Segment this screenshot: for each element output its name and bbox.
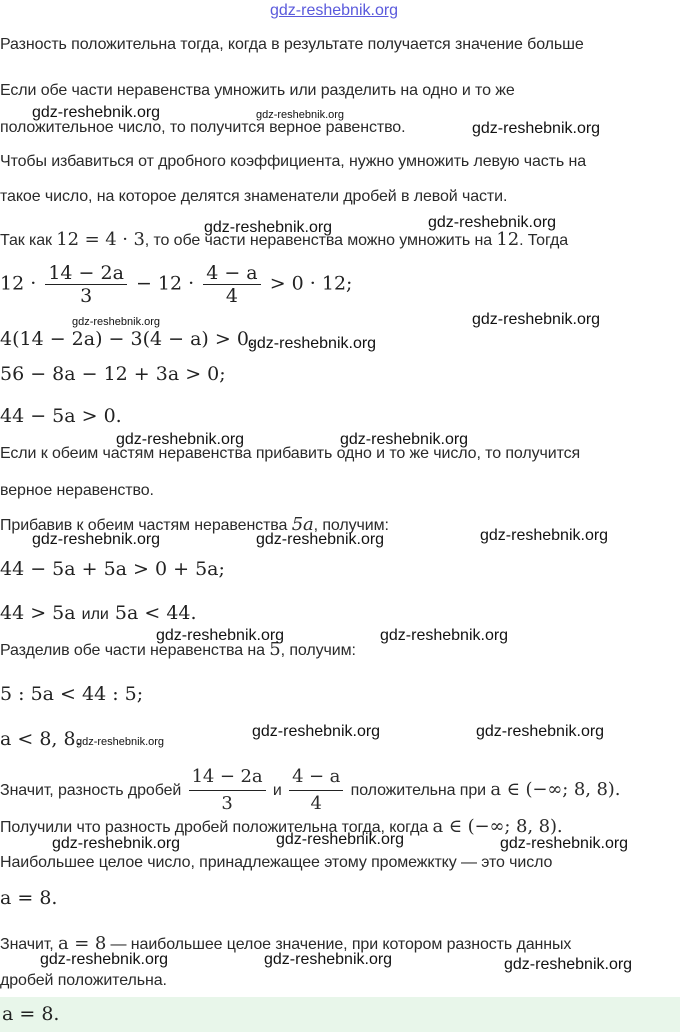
math-line-6-or: или bbox=[81, 606, 109, 623]
text-line-4-b: , то обе части неравенства можно умножить на bbox=[144, 232, 497, 249]
math-line-6-a: 44 > 5a bbox=[0, 602, 76, 624]
site-watermark: gdz-reshebnik.org bbox=[72, 316, 161, 328]
text-line-11-b: — наибольшее целое значение, при котором разность данных bbox=[106, 936, 572, 953]
math-line-1-end: > 0 · 12; bbox=[269, 272, 353, 295]
text-line-4-a: Так как bbox=[0, 232, 57, 249]
math-line-6 bbox=[0, 602, 197, 624]
text-line-6-b: , получим: bbox=[313, 517, 389, 534]
site-watermark: gdz-reshebnik.org bbox=[252, 723, 381, 740]
math-line-1-coef: 12 · bbox=[0, 272, 37, 295]
site-watermark: gdz-reshebnik.org bbox=[116, 431, 245, 448]
fraction-2 bbox=[203, 262, 260, 307]
text-line-11c: дробей положительна. bbox=[0, 972, 167, 989]
site-watermark: gdz-reshebnik.org bbox=[256, 109, 345, 121]
site-watermark-header[interactable]: gdz-reshebnik.org bbox=[270, 2, 399, 19]
math-inline-interval-2: a ∈ (−∞; 8, 8). bbox=[432, 816, 563, 837]
math-line-1-mid: − 12 · bbox=[135, 272, 195, 295]
site-watermark: gdz-reshebnik.org bbox=[52, 835, 181, 852]
math-line-4: 44 − 5a > 0. bbox=[0, 405, 122, 427]
site-watermark: gdz-reshebnik.org bbox=[32, 104, 161, 121]
site-watermark: gdz-reshebnik.org bbox=[276, 831, 405, 848]
answer-value: a = 8. bbox=[2, 1003, 60, 1025]
text-line-8-b: положительна при bbox=[350, 782, 486, 799]
text-line-2a: Если обе части неравенства умножить или разделить на одно и то же bbox=[0, 82, 515, 99]
math-inline-5a: 5a bbox=[291, 514, 314, 535]
text-line-9-a: Получили что разность дробей положительна тогда, когда bbox=[0, 819, 433, 836]
fraction-1-numerator: 14 − 2a bbox=[48, 262, 124, 284]
math-inline-interval-1: a ∈ (−∞; 8, 8). bbox=[490, 779, 621, 800]
site-watermark: gdz-reshebnik.org bbox=[380, 627, 509, 644]
site-watermark: gdz-reshebnik.org bbox=[204, 219, 333, 236]
text-line-2b: положительное число, то получится верное равенство. bbox=[0, 119, 406, 136]
math-line-5: 44 − 5a + 5a > 0 + 5a; bbox=[0, 558, 225, 580]
text-line-3a: Чтобы избавиться от дробного коэффициента, нужно умножить левую часть на bbox=[0, 153, 587, 170]
fraction-3-denominator: 3 bbox=[189, 790, 266, 817]
site-watermark: gdz-reshebnik.org bbox=[340, 431, 469, 448]
math-line-2: 4(14 − 2a) − 3(4 − a) > 0. bbox=[0, 328, 255, 350]
fraction-1-denominator: 3 bbox=[45, 284, 127, 307]
text-line-4-c: . Тогда bbox=[519, 232, 569, 249]
fraction-3 bbox=[189, 764, 266, 817]
site-watermark: gdz-reshebnik.org bbox=[500, 835, 629, 852]
fraction-4-denominator: 4 bbox=[289, 790, 343, 817]
site-watermark: gdz-reshebnik.org bbox=[156, 627, 285, 644]
math-inline-5: 5 bbox=[269, 639, 281, 660]
math-line-6-b: 5a < 44. bbox=[114, 602, 197, 624]
fraction-2-denominator: 4 bbox=[203, 284, 260, 307]
site-watermark: gdz-reshebnik.org bbox=[248, 335, 377, 352]
text-line-3b: такое число, на которое делятся знаменатели дробей в левой части. bbox=[0, 188, 508, 205]
text-line-11-a: Значит, bbox=[0, 936, 58, 953]
fraction-4-numerator: 4 − a bbox=[292, 766, 341, 788]
fraction-1 bbox=[45, 262, 127, 307]
answer-box bbox=[0, 997, 680, 1032]
math-line-1 bbox=[0, 262, 352, 307]
site-watermark: gdz-reshebnik.org bbox=[32, 531, 161, 548]
site-watermark: gdz-reshebnik.org bbox=[472, 120, 601, 137]
text-line-8-a: Значит, разность дробей bbox=[0, 782, 182, 799]
site-watermark: gdz-reshebnik.org bbox=[76, 736, 165, 748]
text-line-10: Наибольшее целое число, принадлежащее этому промежктку — это число bbox=[0, 854, 553, 871]
site-watermark: gdz-reshebnik.org bbox=[256, 531, 385, 548]
math-line-8: a < 8, 8. bbox=[0, 728, 82, 750]
math-inline-12-eq: 12 = 4 · 3 bbox=[56, 229, 145, 250]
site-watermark: gdz-reshebnik.org bbox=[504, 956, 633, 973]
site-watermark: gdz-reshebnik.org bbox=[264, 951, 393, 968]
math-line-9: a = 8. bbox=[0, 887, 58, 909]
site-watermark: gdz-reshebnik.org bbox=[428, 214, 557, 231]
math-inline-a-eq-8: a = 8 bbox=[57, 933, 107, 954]
text-line-6-a: Прибавив к обеим частям неравенства bbox=[0, 517, 292, 534]
text-line-8 bbox=[0, 762, 620, 818]
fraction-3-numerator: 14 − 2a bbox=[191, 766, 263, 788]
text-line-1: Разность положительна тогда, когда в результате получается значение больше bbox=[0, 36, 584, 53]
site-watermark: gdz-reshebnik.org bbox=[472, 311, 601, 328]
text-line-8-and: и bbox=[272, 782, 282, 799]
fraction-2-numerator: 4 − a bbox=[206, 262, 258, 284]
math-line-7: 5 : 5a < 44 : 5; bbox=[0, 683, 144, 705]
site-watermark: gdz-reshebnik.org bbox=[480, 527, 609, 544]
text-line-7-a: Разделив обе части неравенства на bbox=[0, 642, 270, 659]
fraction-4 bbox=[289, 764, 343, 817]
site-watermark: gdz-reshebnik.org bbox=[476, 723, 605, 740]
text-line-5b: верное неравенство. bbox=[0, 482, 154, 499]
text-line-7-b: , получим: bbox=[280, 642, 356, 659]
math-line-3: 56 − 8a − 12 + 3a > 0; bbox=[0, 363, 226, 385]
math-inline-12: 12 bbox=[496, 229, 520, 250]
site-watermark: gdz-reshebnik.org bbox=[40, 951, 169, 968]
text-line-5a: Если к обеим частям неравенства прибавить одно и то же число, то получится bbox=[0, 445, 581, 462]
